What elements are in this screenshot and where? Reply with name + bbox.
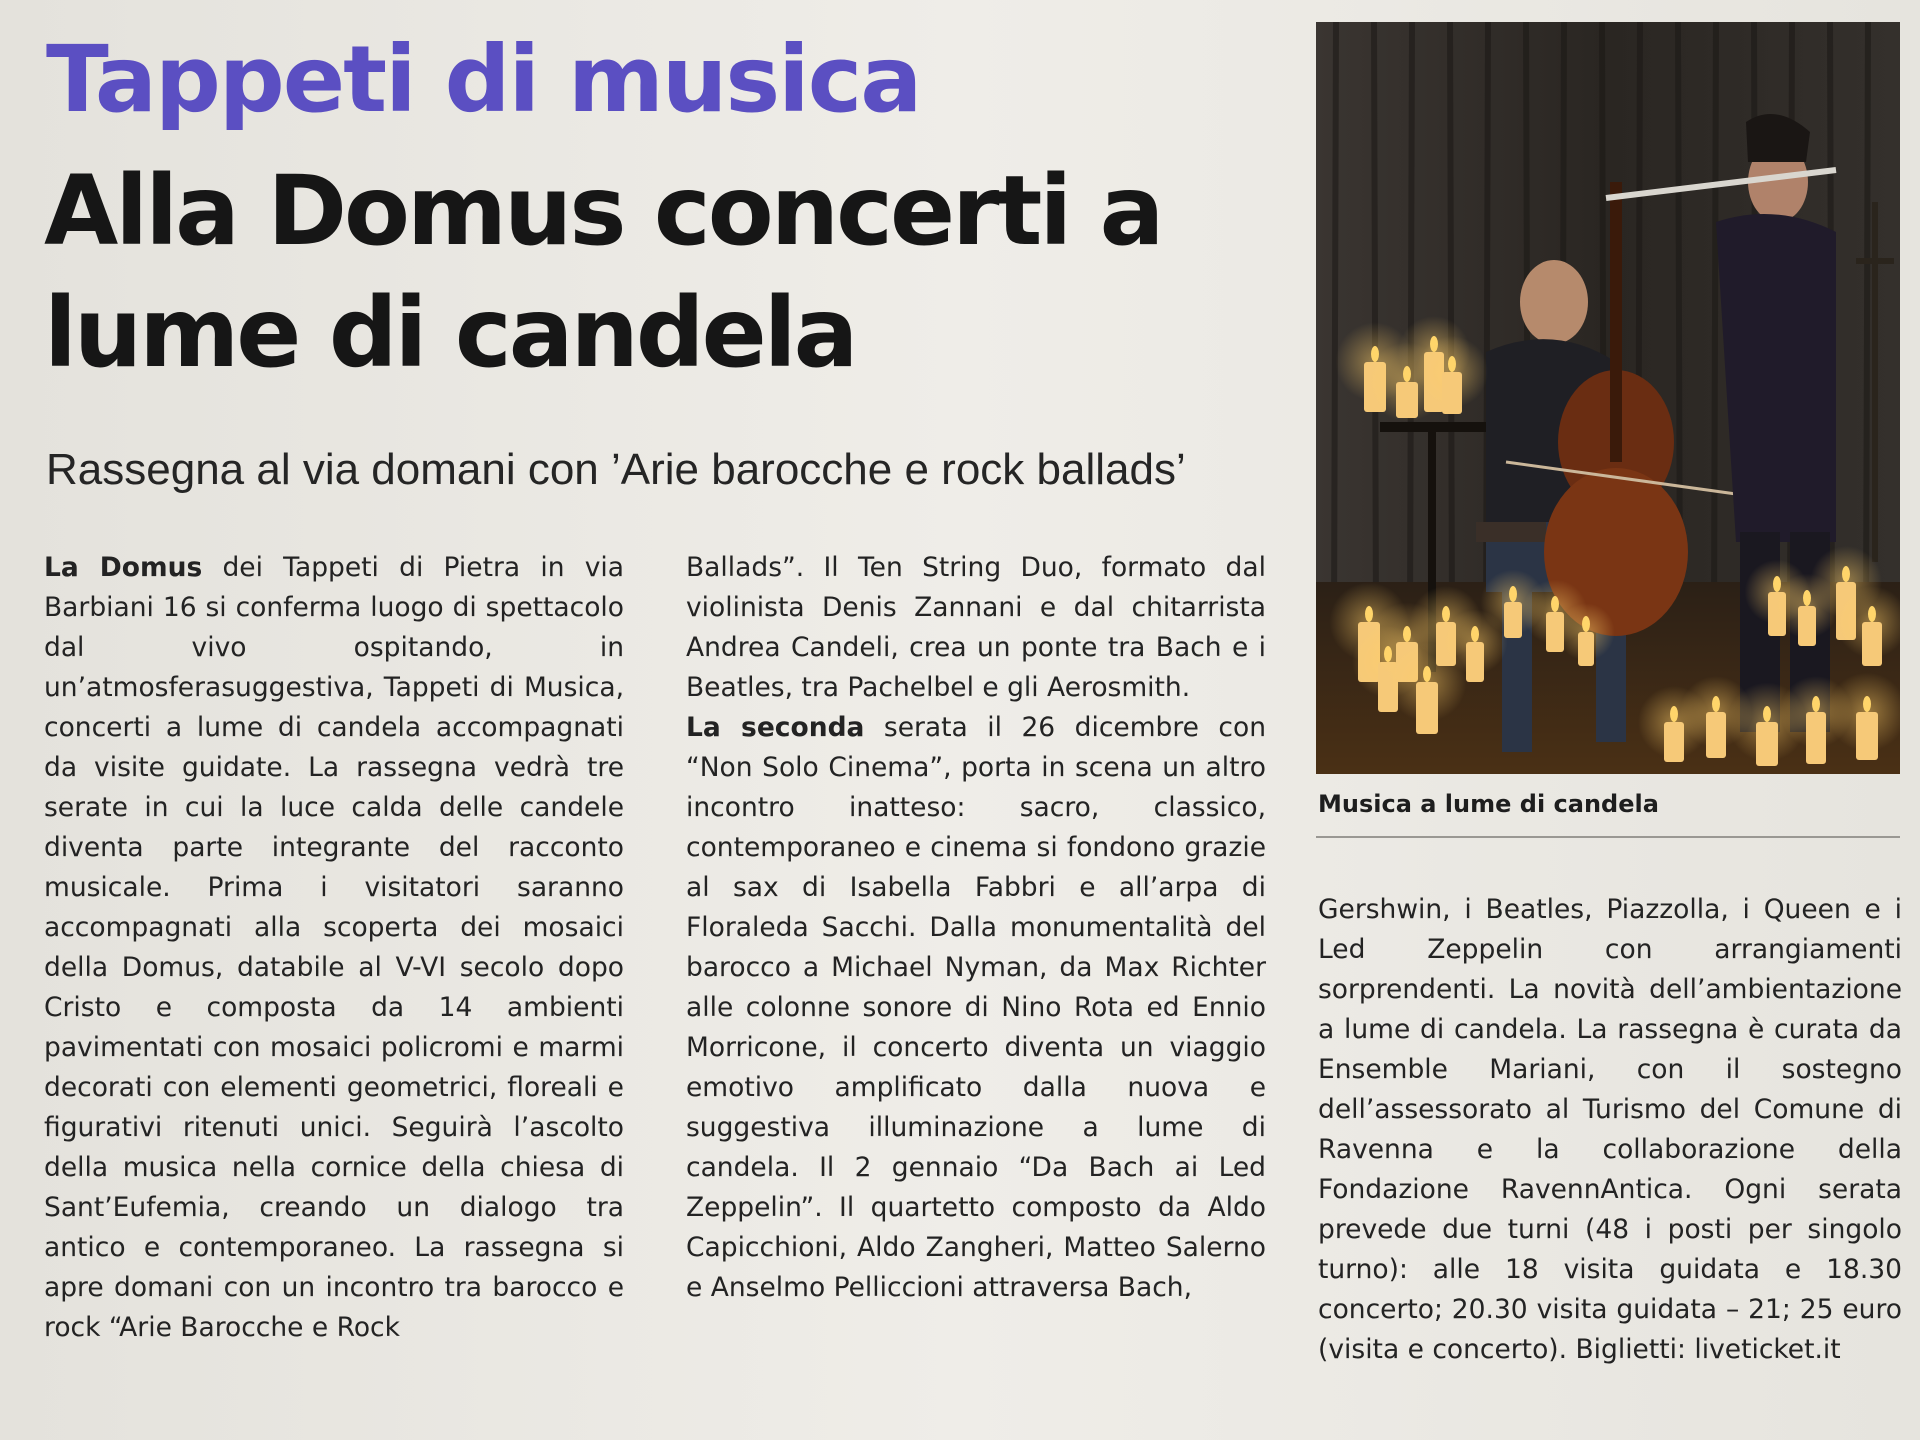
candle <box>1416 682 1438 734</box>
headline: Alla Domus concerti a lume di candela <box>44 155 1162 389</box>
candle <box>1806 712 1826 764</box>
candle <box>1706 712 1726 758</box>
candle-flame <box>1582 616 1590 632</box>
candle <box>1504 602 1522 638</box>
candle-flame <box>1509 586 1517 602</box>
article-column-2 <box>686 548 1266 1308</box>
column-1-text: dei Tappeti di Pietra in via Barbiani 16 si conferma luogo di spettacolo dal vivo ospitando, in un’atmosferasuggestiva, Tappeti di Musica, concerti a lume di candela accompagnati da visite guidate. La rassegna vedrà tre serate in cui la luce calda delle candele diventa parte integrante del racconto musicale. Prima i visitatori saranno accompagnati alla scoperta dei mosaici della Domus, databile al V-VI secolo dopo Cristo e composta da 14 ambienti pavimentati con mosaici policromi e marmi decorati con elementi geometrici, floreali e figurativi ritenuti unici. Seguirà l’ascolto della musica nella cornice della chiesa di Sant’Eufemia, creando un dialogo tra antico e contemporaneo. La rassegna si apre domani con un incontro tra barocco e rock “Arie Barocche e Rock <box>44 552 625 1343</box>
candle-flame <box>1670 706 1678 722</box>
candlelit-musicians-image <box>1316 22 1900 774</box>
candle-flame <box>1863 696 1871 712</box>
column-1-lead: La Domus <box>44 552 203 583</box>
candle-flame <box>1712 696 1720 712</box>
candle <box>1862 622 1882 666</box>
candle <box>1442 372 1462 414</box>
kicker-title: Tappeti di musica <box>46 26 921 133</box>
subtitle: Rassegna al via domani con ’Arie barocche e rock ballads’ <box>46 445 1186 494</box>
candle <box>1856 712 1878 760</box>
candle-flame <box>1448 356 1456 372</box>
column-2-text: serata il 26 dicembre con “Non Solo Cinema”, porta in scena un altro incontro inatteso: sacro, classico, contemporaneo e cinema si fondono grazie al sax di Isabella Fabbri e all’arpa di Floraleda Sacchi. Dalla monumentalità del barocco a Michael Nyman, da Max Richter alle colonne sonore di Nino Rota ed Ennio Morricone, il concerto diventa un viaggio emotivo amplificato dalla nuova e suggestiva illuminazione a lume di candela. Il 2 gennaio “Da Bach ai Led Zeppelin”. Il quartetto composto da Aldo Capicchioni, Aldo Zangheri, Matteo Salerno e Anselmo Pelliccioni attraversa Bach, <box>686 712 1266 1303</box>
candle-flame <box>1442 606 1450 622</box>
candle-flame <box>1868 606 1876 622</box>
column-2-lead: La seconda <box>686 712 865 743</box>
candle-flame <box>1403 626 1411 642</box>
candle-flame <box>1763 706 1771 722</box>
candle-flame <box>1423 666 1431 682</box>
candle <box>1466 642 1484 682</box>
candle <box>1664 722 1684 762</box>
candle-flame <box>1365 606 1373 622</box>
candle-flame <box>1812 696 1820 712</box>
article-column-3 <box>1318 890 1902 1370</box>
candle <box>1578 632 1594 666</box>
caption-divider <box>1316 836 1900 838</box>
candle-flame <box>1803 590 1811 606</box>
article-column-1 <box>44 548 624 1348</box>
photo-caption: Musica a lume di candela <box>1318 790 1659 818</box>
candle-flame <box>1551 596 1559 612</box>
concert-photo <box>1316 22 1900 774</box>
candle-flame <box>1471 626 1479 642</box>
candle <box>1756 722 1778 766</box>
column-2-paragraph-1: Ballads”. Il Ten String Duo, formato dal violinista Denis Zannani e dal chitarrista Andrea Candeli, crea un ponte tra Bach e i Beatles, tra Pachelbel e gli Aerosmith. <box>686 552 1266 703</box>
candle <box>1798 606 1816 646</box>
candle <box>1396 382 1418 418</box>
column-3-text: Gershwin, i Beatles, Piazzolla, i Queen e i Led Zeppelin con arrangiamenti sorprendenti. La novità dell’ambientazione a lume di candela. La rassegna è curata da Ensemble Mariani, con il sostegno dell’assessorato al Turismo del Comune di Ravenna e la collaborazione della Fondazione RavennAntica. Ogni serata prevede due turni (48 i posti per singolo turno): alle 18 visita guidata e 18.30 concerto; 20.30 visita guidata – 21; 25 euro (visita e concerto). Biglietti: liveticket.it <box>1318 894 1902 1365</box>
candle-flame <box>1842 566 1850 582</box>
